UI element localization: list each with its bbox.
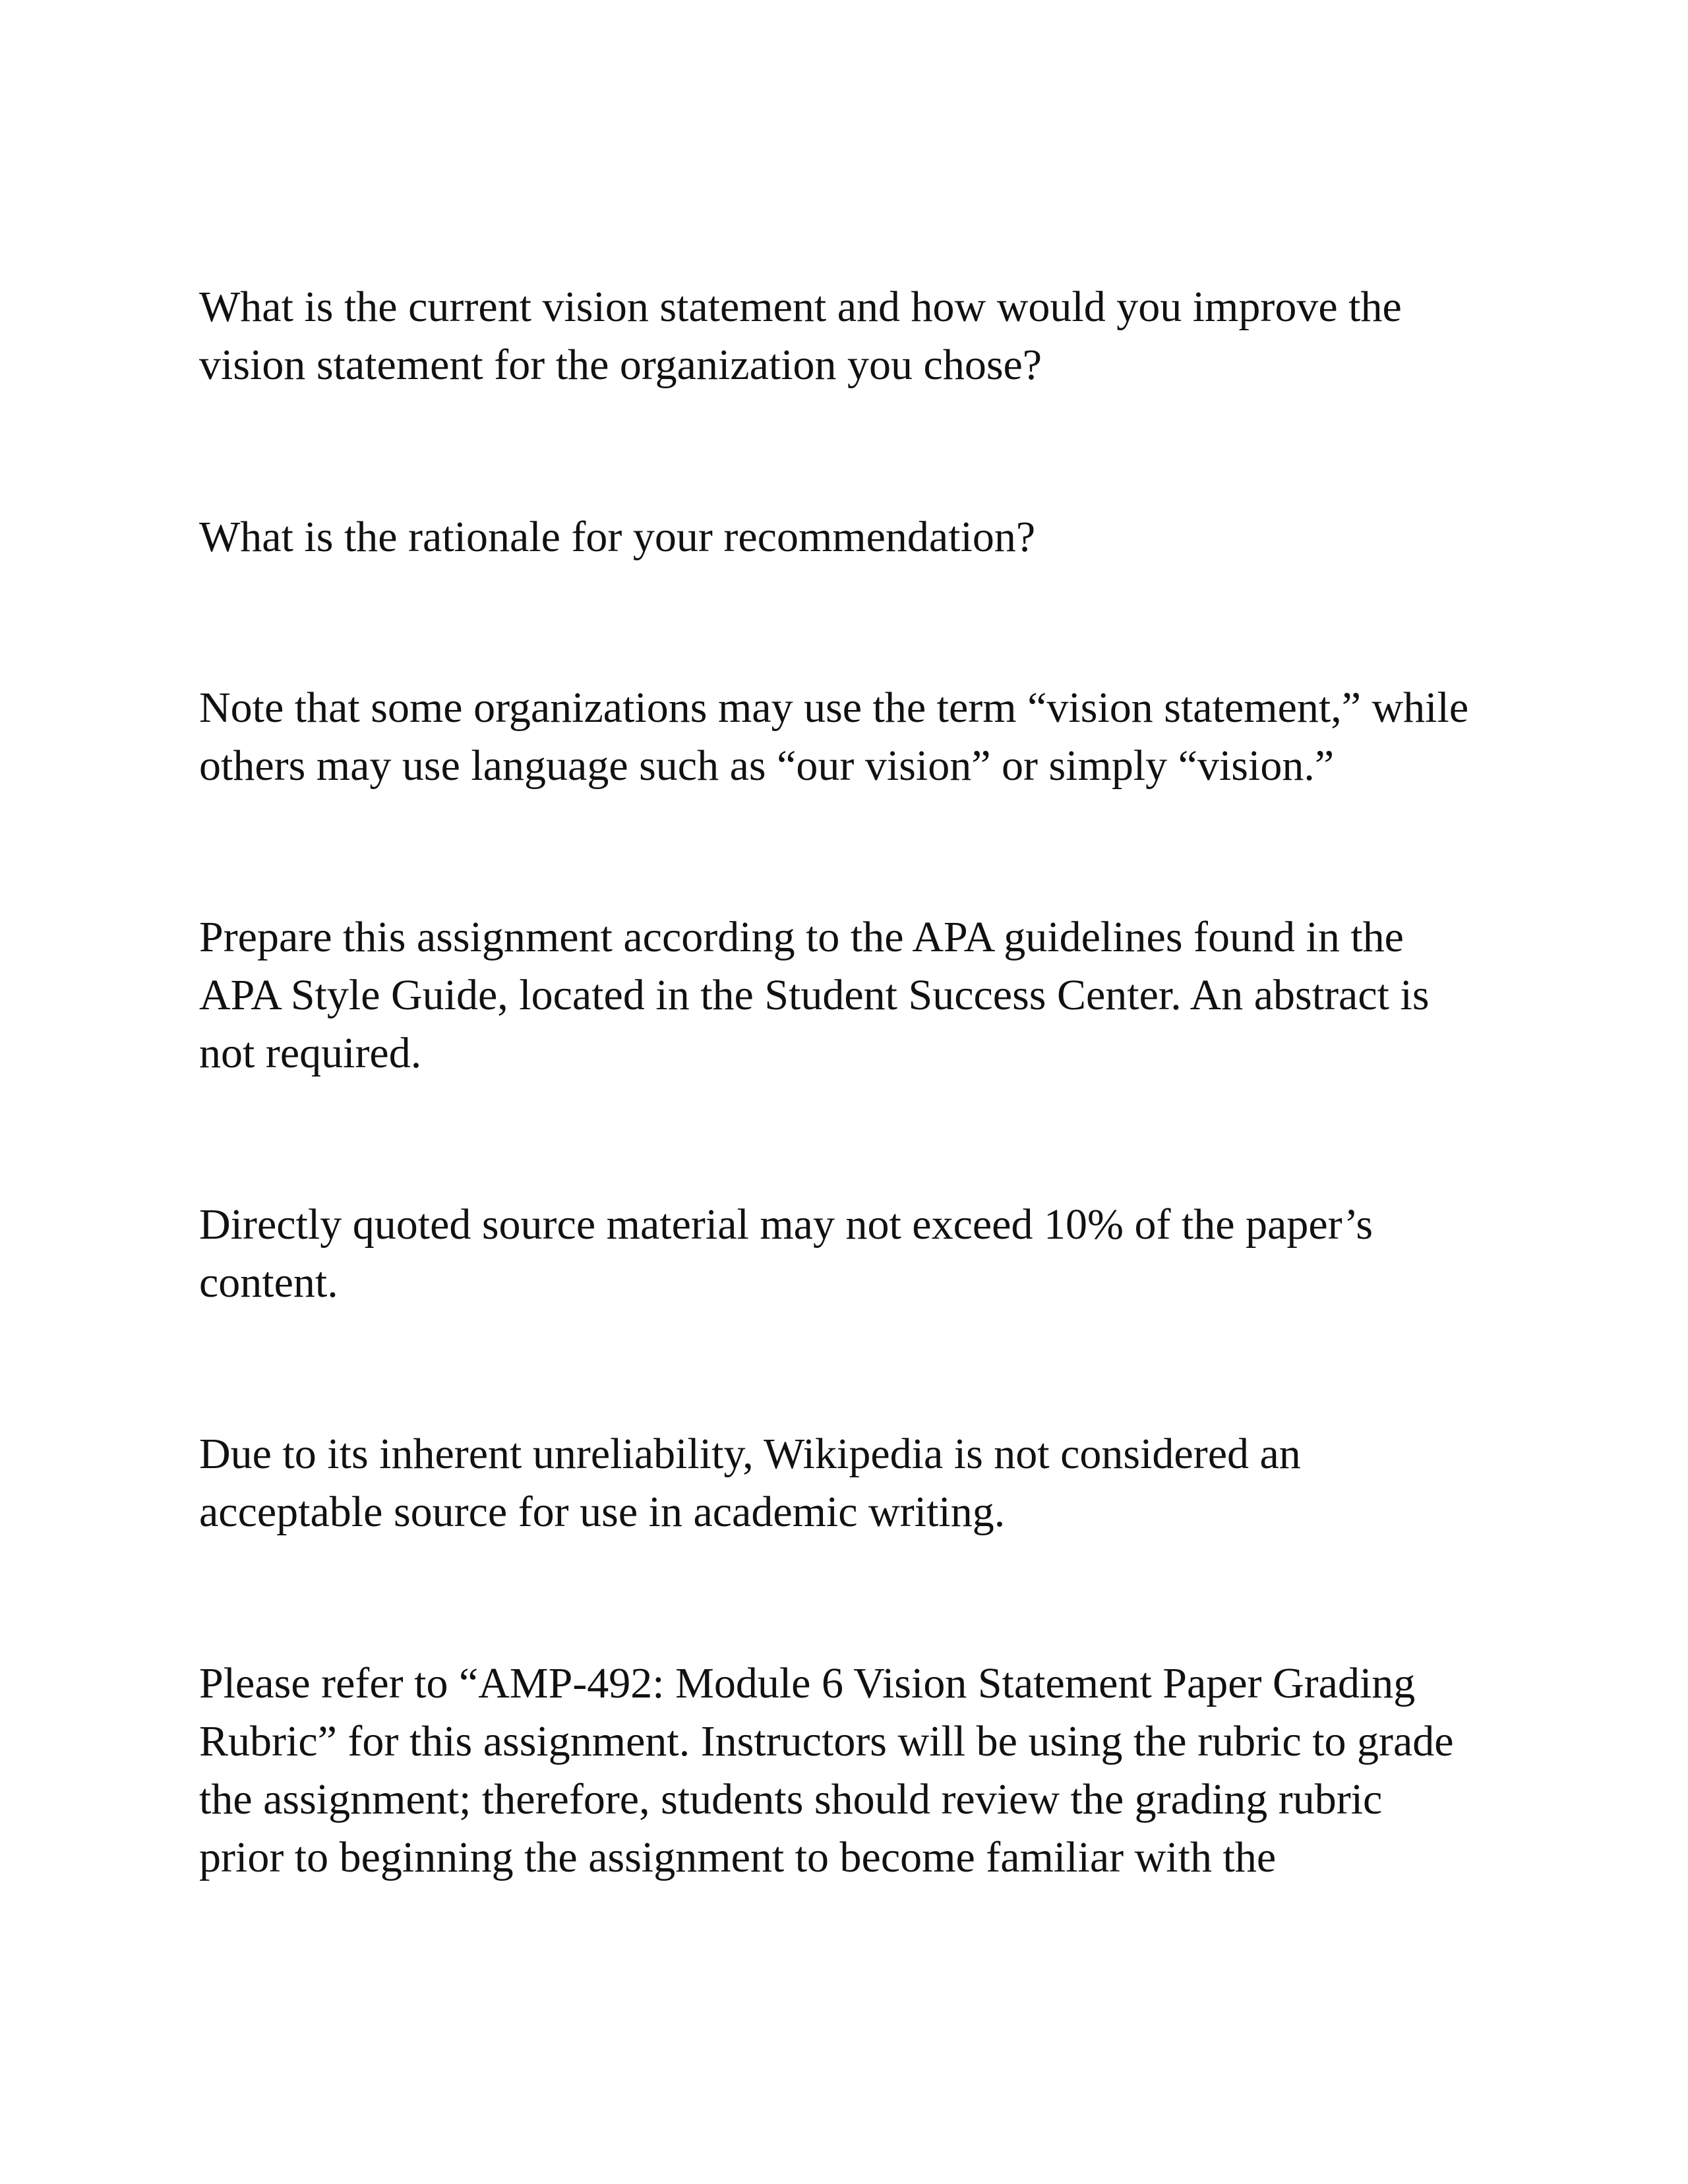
text-line: content. — [199, 1258, 338, 1307]
paragraph-wikipedia-note — [199, 1425, 1301, 1541]
text-line: Prepare this assignment according to the APA guidelines found in the — [199, 913, 1404, 961]
text-line: the assignment; therefore, students should review the grading rubric — [199, 1775, 1383, 1823]
text-line: Note that some organizations may use the term “vision statement,” while — [199, 684, 1469, 732]
text-line: prior to beginning the assignment to become familiar with the — [199, 1833, 1277, 1881]
paragraph-rationale-question — [199, 508, 1035, 566]
text-line: Directly quoted source material may not exceed 10% of the paper’s — [199, 1200, 1373, 1249]
text-line: vision statement for the organization you chose? — [199, 341, 1042, 389]
text-line: What is the current vision statement and how would you improve the — [199, 283, 1402, 331]
text-line: APA Style Guide, located in the Student Success Center. An abstract is — [199, 971, 1430, 1019]
text-line: acceptable source for use in academic writing. — [199, 1488, 1006, 1536]
text-line: Rubric” for this assignment. Instructors will be using the rubric to grade — [199, 1717, 1454, 1765]
paragraph-vision-statement-question — [199, 278, 1402, 394]
text-line: Please refer to “AMP-492: Module 6 Vision Statement Paper Grading — [199, 1659, 1416, 1707]
paragraph-apa-guidelines — [199, 908, 1430, 1082]
text-line: What is the rationale for your recommendation? — [199, 513, 1036, 561]
paragraph-terminology-note — [199, 679, 1468, 795]
paragraph-quoted-material-limit — [199, 1196, 1373, 1312]
text-line: Due to its inherent unreliability, Wikipedia is not considered an — [199, 1430, 1301, 1478]
text-line: not required. — [199, 1029, 422, 1077]
paragraph-rubric-reference — [199, 1655, 1454, 1887]
text-line: others may use language such as “our vision” or simply “vision.” — [199, 742, 1335, 790]
